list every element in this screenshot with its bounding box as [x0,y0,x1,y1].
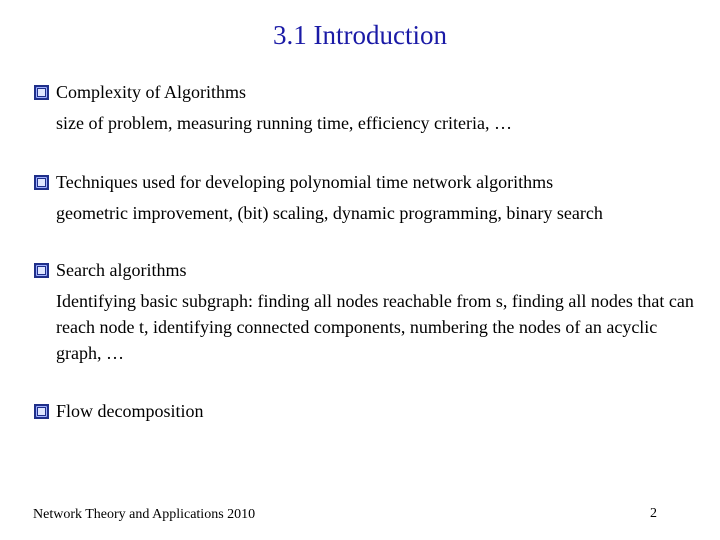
bullet-flow [34,399,694,423]
bullet-complexity [34,80,694,136]
checkbox-bullet-icon [34,404,49,419]
bullet-heading: Flow decomposition [56,401,204,421]
page-title: 3.1 Introduction [273,20,447,50]
bullet-detail: geometric improvement, (bit) scaling, dynamic programming, binary search [56,203,603,223]
bullet-detail: size of problem, measuring running time, efficiency criteria, … [56,113,513,133]
checkbox-bullet-icon [34,85,49,100]
bullet-detail: Identifying basic subgraph: finding all nodes reachable from s, finding all nodes that can reach node t, identifying connected components, numbering the nodes of an acyclic graph, … [56,291,694,363]
bullet-heading: Search algorithms [56,260,187,280]
page-number: 2 [650,506,657,521]
bullet-line [34,258,694,282]
bullet-line [34,170,694,194]
checkbox-bullet-icon [34,263,49,278]
bullet-heading: Complexity of Algorithms [56,82,247,102]
bullet-search [34,258,694,366]
bullet-line [34,80,694,104]
bullet-line [34,399,694,423]
bullet-techniques [34,170,694,226]
bullet-heading: Techniques used for developing polynomial time network algorithms [56,172,554,192]
footer-course: Network Theory and Applications 2010 [33,507,256,522]
checkbox-bullet-icon [34,175,49,190]
